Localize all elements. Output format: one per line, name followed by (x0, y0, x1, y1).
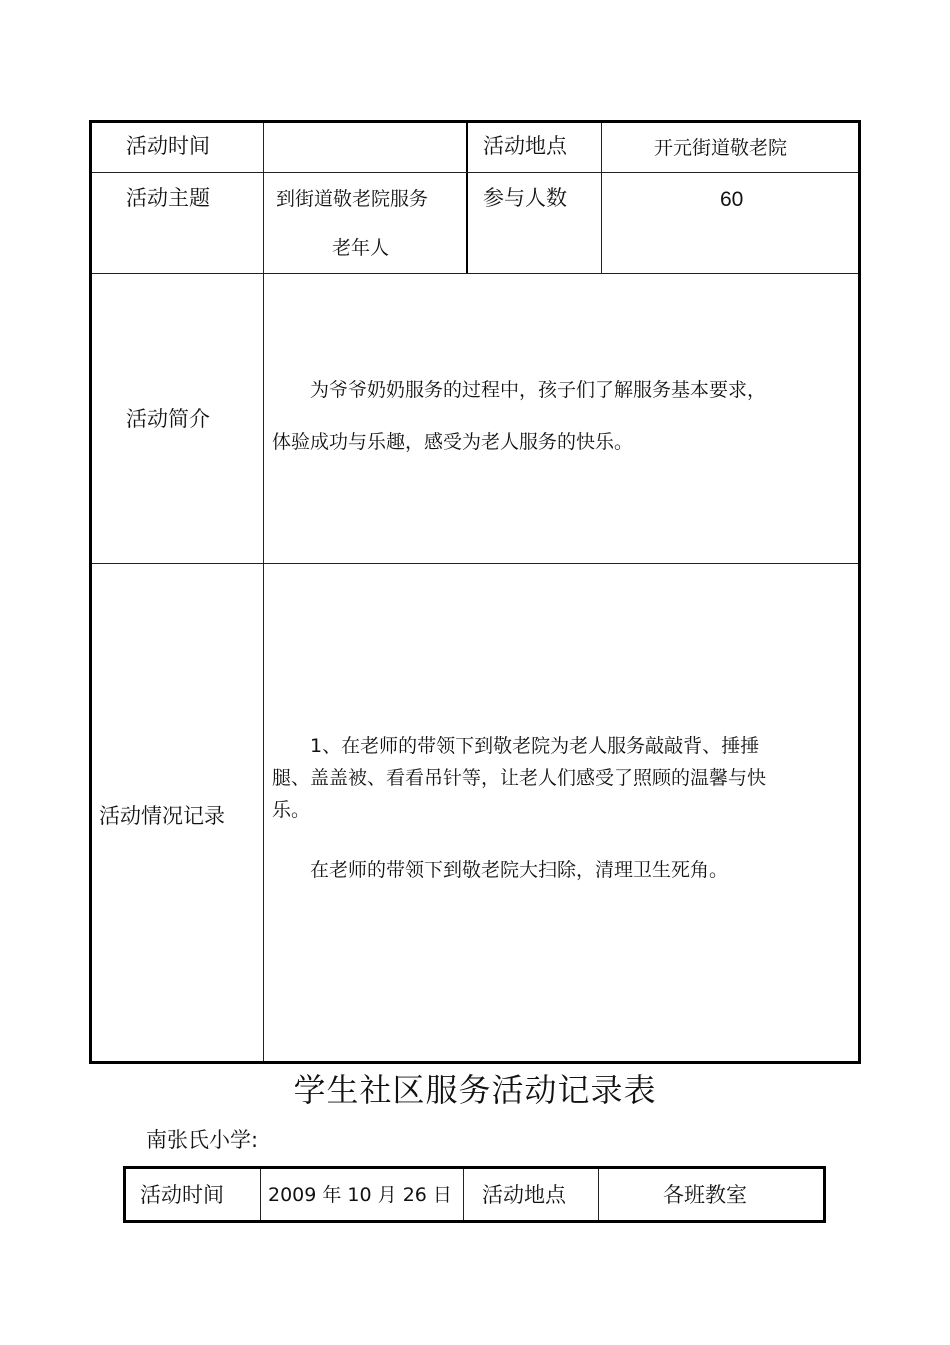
row-divider-2 (92, 273, 858, 274)
record-p1-line2: 腿、盖盖被、看看吊针等，让老人们感受了照顾的温馨与快 (272, 767, 767, 789)
t2-col-divider-3 (598, 1169, 599, 1220)
count-label: 参与人数 (483, 186, 567, 210)
t2-time-label: 活动时间 (140, 1183, 224, 1207)
col-divider-3 (601, 123, 602, 273)
row-divider-3 (92, 563, 858, 564)
theme-value-line2: 老年人 (332, 237, 390, 259)
page-title: 学生社区服务活动记录表 (293, 1071, 657, 1109)
row-divider-1 (92, 172, 858, 173)
place-value: 开元街道敬老院 (654, 137, 788, 159)
intro-line2: 体验成功与乐趣，感受为老人服务的快乐。 (272, 431, 634, 453)
intro-label: 活动简介 (126, 407, 210, 431)
t2-col-divider-2 (463, 1169, 464, 1220)
school-name: 南张氏小学: (146, 1128, 259, 1152)
count-value: 60 (720, 188, 744, 211)
t2-place-value: 各班教室 (663, 1183, 747, 1207)
t2-col-divider-1 (260, 1169, 261, 1220)
t2-place-label: 活动地点 (482, 1183, 566, 1207)
activity-table-2 (123, 1166, 826, 1223)
theme-value-line1: 到街道敬老院服务 (276, 188, 429, 210)
theme-label: 活动主题 (126, 186, 210, 210)
record-p1-line3: 乐。 (272, 799, 311, 821)
t2-time-value: 2009 年 10 月 26 日 (268, 1184, 452, 1206)
time-label: 活动时间 (126, 134, 210, 158)
record-p1-line1: 1、在老师的带领下到敬老院为老人服务敲敲背、捶捶 (310, 735, 760, 757)
record-p2: 在老师的带领下到敬老院大扫除，清理卫生死角。 (310, 859, 729, 881)
col-divider-1 (263, 123, 264, 1061)
intro-line1: 为爷爷奶奶服务的过程中，孩子们了解服务基本要求， (310, 379, 767, 401)
record-label: 活动情况记录 (99, 804, 225, 828)
col-divider-2 (466, 123, 468, 273)
place-label: 活动地点 (483, 134, 567, 158)
activity-table-1 (89, 120, 861, 1064)
